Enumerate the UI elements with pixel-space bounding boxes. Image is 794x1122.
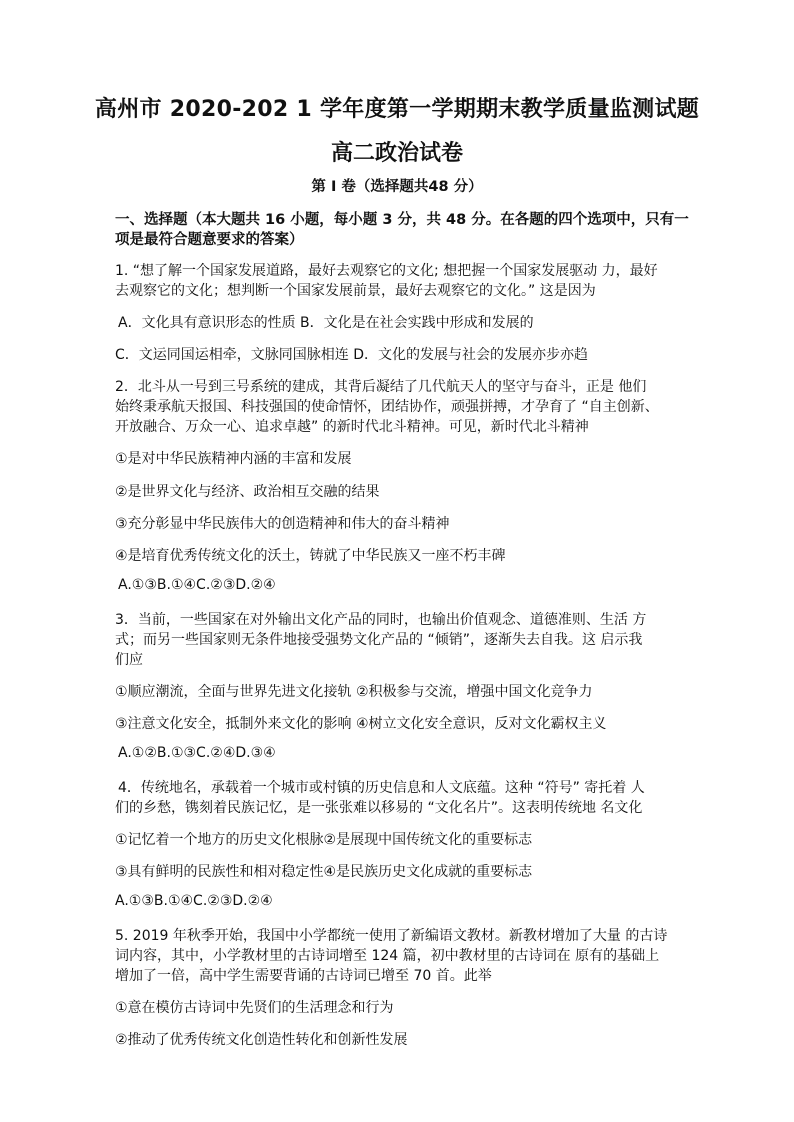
question-1-options-cd: C．文运同国运相牵，文脉同国脉相连 D．文化的发展与社会的发展亦步亦趋	[115, 347, 589, 363]
question-5-statement-2: ②推动了优秀传统文化创造性转化和创新性发展	[115, 1032, 408, 1048]
question-1-stem-line-1: 1. “想了解一个国家发展道路，最好去观察它的文化; 想把握一个国家发展驱动 力，最好	[115, 263, 658, 279]
question-2-statement-4: ④是培育优秀传统文化的沃土，铸就了中华民族又一座不朽丰碑	[115, 548, 506, 564]
question-3-stem-line-1: 3．当前，一些国家在对外输出文化产品的同时，也输出价值观念、道德准则、生活 方	[115, 612, 647, 628]
section-instructions-line-1: 一、选择题（本大题共 16 小题，每小题 3 分，共 48 分。在各题的四个选项中，只有一	[115, 212, 689, 228]
question-3-stem-line-3: 们应	[115, 652, 143, 668]
question-3-statements-3-4: ③注意文化安全，抵制外来文化的影响 ④树立文化安全意识，反对文化霸权主义	[115, 716, 607, 732]
exam-subtitle: 高二政治试卷	[330, 141, 463, 166]
question-5-statement-1: ①意在模仿古诗词中先贤们的生活理念和行为	[115, 1000, 394, 1016]
question-2-statement-1: ①是对中华民族精神内涵的丰富和发展	[115, 451, 352, 467]
question-4-statements-1-2: ①记忆着一个地方的历史文化根脉②是展现中国传统文化的重要标志	[115, 832, 533, 848]
question-4-stem-line-2: 们的乡愁，镌刻着民族记忆，是一张张难以移易的 “文化名片”。这表明传统地 名文化	[115, 800, 643, 816]
question-5-stem-line-1: 5. 2019 年秋季开始，我国中小学都统一使用了新编语文教材。新教材增加了大量 的古诗	[115, 928, 668, 944]
question-2-stem-line-2: 始终秉承航天报国、科技强国的使命情怀，团结协作，顽强拼搏，才孕育了 “自主创新、	[115, 399, 659, 415]
question-2-statement-2: ②是世界文化与经济、政治相互交融的结果	[115, 484, 380, 500]
question-2-statement-3: ③充分彰显中华民族伟大的创造精神和伟大的奋斗精神	[115, 516, 450, 532]
question-4-options: A.①③B.①④C.②③D.②④	[115, 893, 273, 909]
question-2-options: A.①③B.①④C.②③D.②④	[118, 577, 276, 593]
question-1-stem-line-2: 去观察它的文化；想判断一个国家发展前景，最好去观察它的文化。” 这是因为	[115, 283, 596, 299]
question-3-options: A.①②B.①③C.②④D.③④	[118, 745, 276, 761]
question-1-options-ab: A．文化具有意识形态的性质 B．文化是在社会实践中形成和发展的	[118, 315, 534, 331]
section-instructions-line-2: 项是最符合题意要求的答案）	[115, 232, 304, 248]
question-2-stem-line-3: 开放融合、万众一心、追求卓越” 的新时代北斗精神。可见，新时代北斗精神	[115, 419, 589, 435]
question-3-statements-1-2: ①顺应潮流，全面与世界先进文化接轨 ②积极参与交流，增强中国文化竞争力	[115, 684, 593, 700]
part-heading: 第 I 卷（选择题共48 分）	[311, 179, 483, 195]
exam-title: 高州市 2020-202 1 学年度第一学期期末教学质量监测试题	[94, 97, 700, 122]
question-5-stem-line-3: 增加了一倍，高中学生需要背诵的古诗词已增至 70 首。此举	[115, 968, 492, 984]
question-3-stem-line-2: 式；而另一些国家则无条件地接受强势文化产品的 “倾销”，逐渐失去自我。这 启示我	[115, 632, 643, 648]
question-4-stem-line-1: 4．传统地名，承载着一个城市或村镇的历史信息和人文底蕴。这种 “符号” 寄托着 人	[118, 780, 645, 796]
question-5-stem-line-2: 词内容，其中，小学教材里的古诗词增至 124 篇，初中教材里的古诗词在 原有的基础上	[115, 948, 660, 964]
question-2-stem-line-1: 2．北斗从一号到三号系统的建成，其背后凝结了几代航天人的坚守与奋斗，正是 他们	[115, 379, 647, 395]
question-4-statements-3-4: ③具有鲜明的民族性和相对稳定性④是民族历史文化成就的重要标志	[115, 864, 533, 880]
